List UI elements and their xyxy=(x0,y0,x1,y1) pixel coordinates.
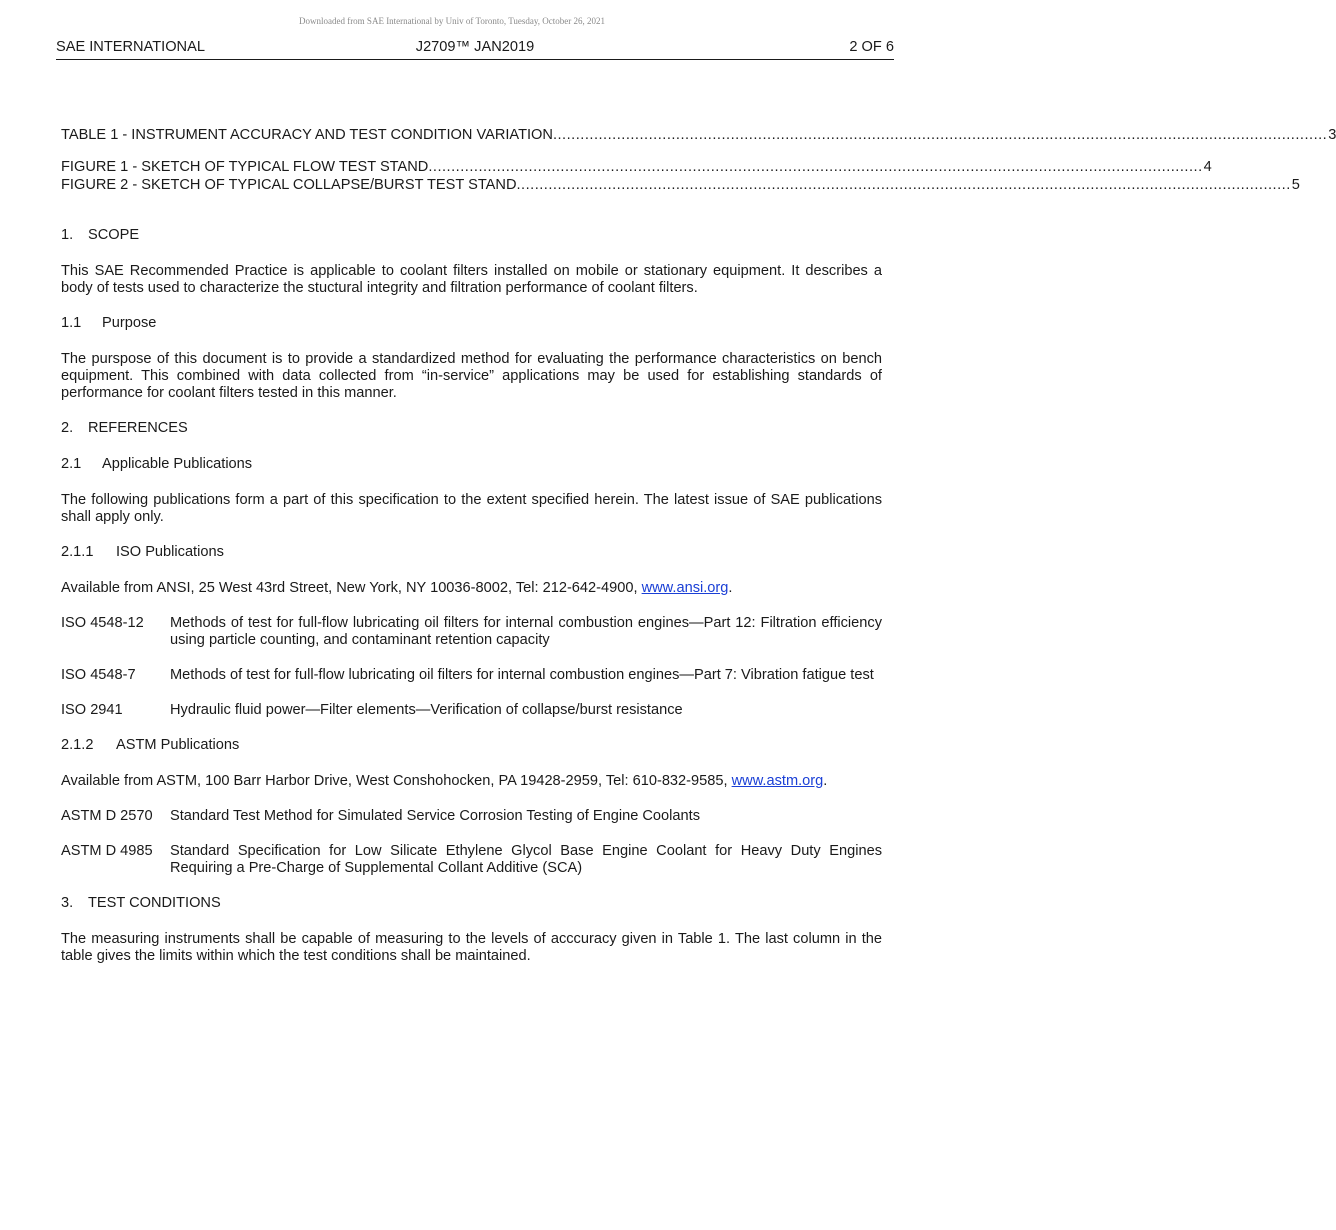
reference-item xyxy=(61,667,882,684)
toc-entry-figure-2[interactable] xyxy=(61,177,1300,195)
toc-leader-dots: .......................................................................................................................................................................... xyxy=(552,127,1328,143)
reference-code: ISO 2941 xyxy=(61,702,123,718)
toc-entry-page: 3 xyxy=(1328,127,1336,143)
section-title: Purpose xyxy=(102,315,157,331)
section-number: 2.1 xyxy=(61,456,82,472)
section-heading-test-conditions xyxy=(61,895,882,913)
reference-description: Standard Test Method for Simulated Service Corrosion Testing of Engine Coolants xyxy=(170,808,700,824)
download-watermark: Downloaded from SAE International by Univ of Toronto, Tuesday, October 26, 2021 xyxy=(298,16,606,26)
section-number: 2.1.2 xyxy=(61,737,94,753)
reference-description: Standard Specification for Low Silicate Ethylene Glycol Base Engine Coolant for Heavy Duty Engines Requiring a Pre-Charge of Supplemental Collant Additive (SCA) xyxy=(170,843,882,876)
purpose-paragraph: The purspose of this document is to provide a standardized method for evaluating the performance characteristics on bench equipment. This combined with data collected from “in-service” applications may be used for establishing standards of performance for coolant filters tested in this manner. xyxy=(61,351,882,401)
section-number: 2. xyxy=(61,420,74,436)
section-heading-astm-publications xyxy=(61,737,882,755)
section-title: ISO Publications xyxy=(116,544,224,560)
iso-availability-text: Available from ANSI, 25 West 43rd Street, New York, NY 10036-8002, Tel: 212-642-4900, xyxy=(61,580,642,596)
section-heading-applicable-publications xyxy=(61,456,882,474)
reference-item xyxy=(61,615,882,649)
section-title: REFERENCES xyxy=(88,420,188,436)
section-number: 2.1.1 xyxy=(61,544,94,560)
section-heading-references xyxy=(61,420,882,438)
toc-entry-page: 5 xyxy=(1291,177,1300,193)
ansi-website-link[interactable]: www.ansi.org xyxy=(641,580,729,596)
astm-availability-paragraph xyxy=(61,773,882,790)
section-title: SCOPE xyxy=(88,227,140,243)
iso-availability-paragraph xyxy=(61,580,882,597)
period: . xyxy=(823,773,828,789)
header-page-number: 2 OF 6 xyxy=(849,39,894,55)
section-number: 1.1 xyxy=(61,315,82,331)
reference-code: ISO 4548-12 xyxy=(61,615,144,631)
toc-entry-title: FIGURE 2 - SKETCH OF TYPICAL COLLAPSE/BURST TEST STAND xyxy=(61,177,517,193)
test-conditions-paragraph: The measuring instruments shall be capable of measuring to the levels of acccuracy given in Table 1. The last column in the table gives the limits within which the test conditions shall be maintained. xyxy=(61,931,882,964)
header-organization: SAE INTERNATIONAL xyxy=(56,39,205,55)
header-document-number: J2709™ JAN2019 xyxy=(415,39,535,55)
document-body xyxy=(61,127,1336,965)
toc-entry-table-1[interactable] xyxy=(61,127,1336,145)
section-title: TEST CONDITIONS xyxy=(88,895,221,911)
section-heading-scope xyxy=(61,227,882,245)
reference-description: Methods of test for full-flow lubricating oil filters for internal combustion engines—Part 7: Vibration fatigue test xyxy=(170,667,874,683)
section-title: ASTM Publications xyxy=(116,737,240,753)
section-heading-purpose xyxy=(61,315,882,333)
period: . xyxy=(728,580,733,596)
astm-website-link[interactable]: www.astm.org xyxy=(731,773,824,789)
section-number: 3. xyxy=(61,895,74,911)
reference-code: ASTM D 2570 xyxy=(61,808,153,824)
reference-code: ASTM D 4985 xyxy=(61,843,153,859)
toc-entry-title: TABLE 1 - INSTRUMENT ACCURACY AND TEST CONDITION VARIATION xyxy=(61,127,553,143)
toc-entry-page: 4 xyxy=(1203,159,1212,175)
section-heading-iso-publications xyxy=(61,544,882,562)
toc-leader-dots: .......................................................................................................................................................................... xyxy=(516,177,1291,193)
section-title: Applicable Publications xyxy=(102,456,253,472)
toc-entry-title: FIGURE 1 - SKETCH OF TYPICAL FLOW TEST STAND xyxy=(61,159,429,175)
reference-code: ISO 4548-7 xyxy=(61,667,136,683)
running-header xyxy=(56,39,894,60)
reference-item xyxy=(61,808,882,825)
scope-paragraph: This SAE Recommended Practice is applicable to coolant filters installed on mobile or stationary equipment. It describes a body of tests used to characterize the stuctural integrity and filtration performance of coolant filters. xyxy=(61,263,882,296)
reference-description: Methods of test for full-flow lubricating oil filters for internal combustion engines—Part 12: Filtration efficiency using particle counting, and contaminant retention capacity xyxy=(170,615,882,648)
reference-item xyxy=(61,702,882,719)
toc-entry-figure-1[interactable] xyxy=(61,159,1212,177)
toc-leader-dots: .......................................................................................................................................................................... xyxy=(428,159,1203,175)
applicable-publications-paragraph: The following publications form a part of this specification to the extent specified herein. The latest issue of SAE publications shall apply only. xyxy=(61,492,882,525)
section-number: 1. xyxy=(61,227,74,243)
reference-item xyxy=(61,843,882,877)
reference-description: Hydraulic fluid power—Filter elements—Verification of collapse/burst resistance xyxy=(170,702,683,718)
astm-availability-text: Available from ASTM, 100 Barr Harbor Drive, West Conshohocken, PA 19428-2959, Tel: 610-832-9585, xyxy=(61,773,732,789)
